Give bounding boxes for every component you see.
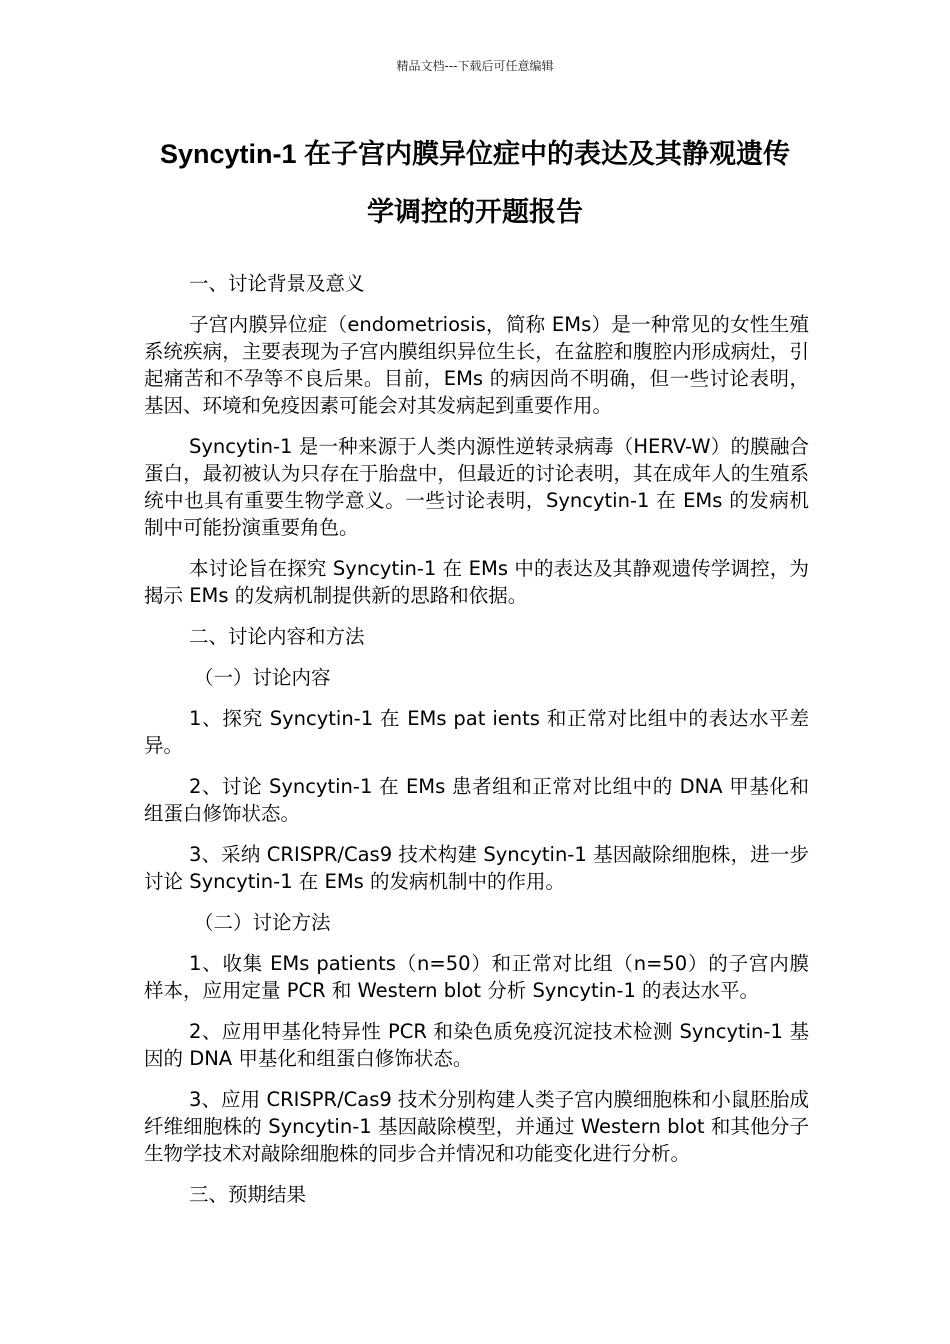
paragraph-study-aim: 本讨论旨在探究 Syncytin-1 在 EMs 中的表达及其静观遗传学调控，为揭示 EMs 的发病机制提供新的思路和依据。	[144, 557, 809, 607]
subsection-heading-content: （一）讨论内容	[194, 666, 331, 689]
subsection-heading-methods: （二）讨论方法	[194, 911, 331, 934]
document-body	[144, 270, 809, 1222]
section-heading-expected-results: 三、预期结果	[189, 1183, 307, 1206]
method-item-2: 2、应用甲基化特异性 PCR 和染色质免疫沉淀技术检测 Syncytin-1 基因的 DNA 甲基化和组蛋白修饰状态。	[144, 1020, 809, 1070]
content-item-3: 3、采纳 CRISPR/Cas9 技术构建 Syncytin-1 基因敲除细胞株，进一步讨论 Syncytin-1 在 EMs 的发病机制中的作用。	[144, 843, 809, 893]
content-item-1: 1、探究 Syncytin-1 在 EMs pat ients 和正常对比组中的表达水平差异。	[144, 707, 809, 757]
method-item-1: 1、收集 EMs patients（n=50）和正常对比组（n=50）的子宫内膜样本，应用定量 PCR 和 Western blot 分析 Syncytin-1 的表达水平。	[144, 952, 809, 1002]
page-header: 精品文档---下载后可任意编辑	[396, 59, 554, 73]
document-title-line-1: Syncytin-1 在子宫内膜异位症中的表达及其静观遗传	[159, 139, 791, 169]
content-item-2: 2、讨论 Syncytin-1 在 EMs 患者组和正常对比组中的 DNA 甲基化和组蛋白修饰状态。	[144, 775, 809, 825]
paragraph-syncytin-intro: Syncytin-1 是一种来源于人类内源性逆转录病毒（HERV-W）的膜融合蛋白，最初被认为只存在于胎盘中，但最近的讨论表明，其在成年人的生殖系统中也具有重要生物学意义。一些讨论表明，Syncytin-1 在 EMs 的发病机制中可能扮演重要角色。	[144, 435, 809, 539]
method-item-3: 3、应用 CRISPR/Cas9 技术分别构建人类子宫内膜细胞株和小鼠胚胎成纤维细胞株的 Syncytin-1 基因敲除模型，并通过 Western blot 和其他分子生物学技术对敲除细胞株的同步合并情况和功能变化进行分析。	[144, 1088, 809, 1165]
section-heading-content-methods: 二、讨论内容和方法	[189, 625, 365, 648]
section-heading-background: 一、讨论背景及意义	[189, 272, 365, 295]
document-title-line-2: 学调控的开题报告	[367, 197, 583, 227]
paragraph-ems-intro: 子宫内膜异位症（endometriosis，简称 EMs）是一种常见的女性生殖系统疾病，主要表现为子宫内膜组织异位生长，在盆腔和腹腔内形成病灶，引起痛苦和不孕等不良后果。目前，EMs 的病因尚不明确，但一些讨论表明，基因、环境和免疫因素可能会对其发病起到重要作用。	[144, 313, 809, 417]
